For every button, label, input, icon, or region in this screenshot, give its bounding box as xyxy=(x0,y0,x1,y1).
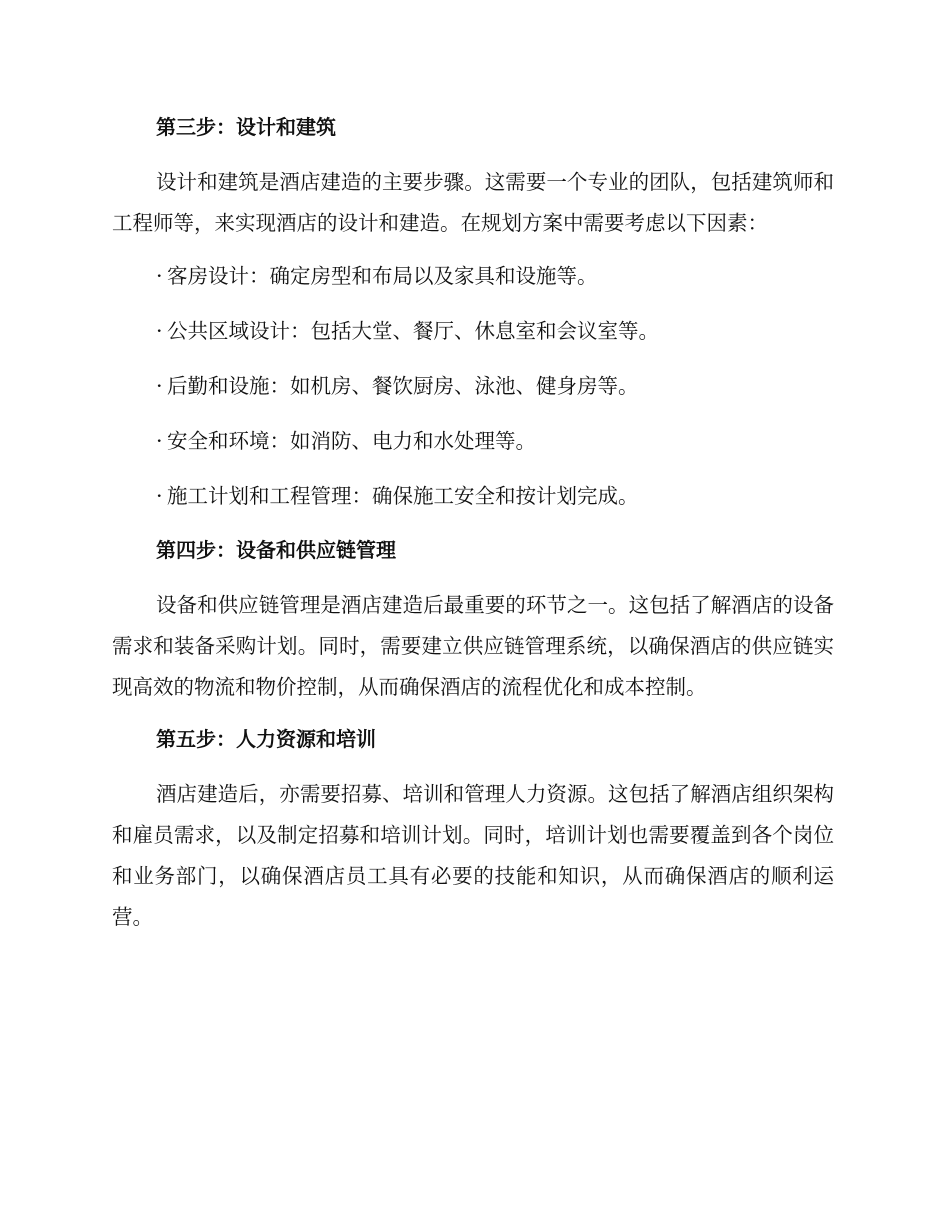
section-heading-step-4: 第四步：设备和供应链管理 xyxy=(156,538,396,562)
section-heading-step-5: 第五步：人力资源和培训 xyxy=(156,727,376,751)
bullet-item xyxy=(112,256,834,297)
bullet-item xyxy=(112,366,834,407)
section-paragraph-step-4: 设备和供应链管理是酒店建造后最重要的环节之一。这包括了解酒店的设备需求和装备采购计划。同时，需要建立供应链管理系统，以确保酒店的供应链实现高效的物流和物价控制，从而确保酒店的流程优化和成本控制。 xyxy=(112,593,834,699)
bullet-marker: · xyxy=(156,319,163,343)
bullet-marker: · xyxy=(156,429,163,453)
section-paragraph-step-3: 设计和建筑是酒店建造的主要步骤。这需要一个专业的团队，包括建筑师和工程师等，来实现酒店的设计和建造。在规划方案中需要考虑以下因素： xyxy=(112,170,834,235)
bullet-item xyxy=(112,311,834,352)
bullet-marker: · xyxy=(156,484,163,508)
bullet-text: 安全和环境：如消防、电力和水处理等。 xyxy=(167,429,536,453)
bullet-item xyxy=(112,476,834,517)
bullet-marker: · xyxy=(156,264,163,288)
bullet-marker: · xyxy=(156,374,163,398)
bullet-text: 施工计划和工程管理：确保施工安全和按计划完成。 xyxy=(167,484,639,508)
section-heading-step-3: 第三步：设计和建筑 xyxy=(156,115,336,139)
section-paragraph-step-5: 酒店建造后，亦需要招募、培训和管理人力资源。这包括了解酒店组织架构和雇员需求，以及制定招募和培训计划。同时，培训计划也需要覆盖到各个岗位和业务部门，以确保酒店员工具有必要的技能和知识，从而确保酒店的顺利运营。 xyxy=(112,782,834,929)
bullet-text: 客房设计：确定房型和布局以及家具和设施等。 xyxy=(167,264,598,288)
document-body xyxy=(112,108,834,950)
bullet-text: 公共区域设计：包括大堂、餐厅、休息室和会议室等。 xyxy=(167,319,659,343)
bullet-item xyxy=(112,421,834,462)
bullet-text: 后勤和设施：如机房、餐饮厨房、泳池、健身房等。 xyxy=(167,374,639,398)
